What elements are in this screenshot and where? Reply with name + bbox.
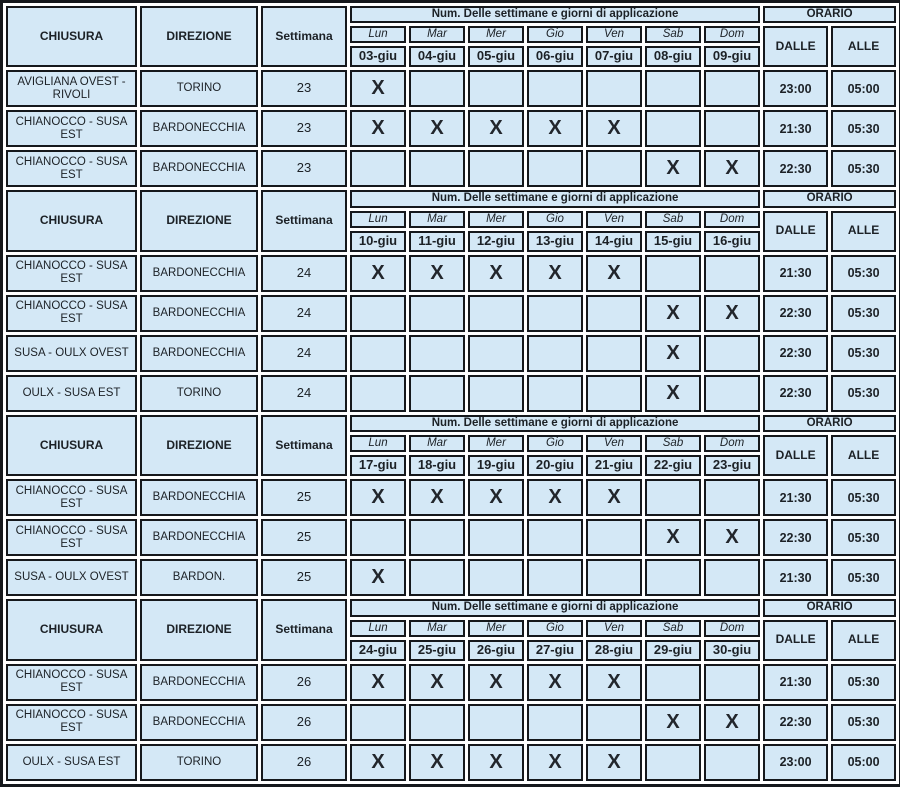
day-empty-cell [704,375,760,412]
chiusura-cell: SUSA - OULX OVEST [6,559,137,596]
date-header: 18-giu [409,455,465,476]
direzione-header: DIREZIONE [140,190,258,251]
day-mark-cell: X [468,479,524,516]
day-mark-cell: X [468,255,524,292]
direzione-cell: BARDONECCHIA [140,295,258,332]
day-name-header: Mar [409,211,465,228]
day-name-header: Dom [704,435,760,452]
dalle-cell: 21:30 [763,479,828,516]
day-name-header: Lun [350,211,406,228]
day-empty-cell [704,479,760,516]
date-header: 04-giu [409,46,465,67]
day-empty-cell [409,704,465,741]
settimana-cell: 25 [261,559,347,596]
day-empty-cell [645,70,701,107]
day-mark-cell: X [586,744,642,781]
date-header: 21-giu [586,455,642,476]
date-header: 15-giu [645,231,701,252]
day-mark-cell: X [704,295,760,332]
chiusura-header: CHIUSURA [6,415,137,476]
day-mark-cell: X [645,704,701,741]
day-empty-cell [586,335,642,372]
date-header: 08-giu [645,46,701,67]
date-header: 26-giu [468,640,524,661]
chiusura-cell: SUSA - OULX OVEST [6,335,137,372]
day-name-header: Gio [527,211,583,228]
day-empty-cell [704,744,760,781]
day-empty-cell [350,150,406,187]
settimana-header: Settimana [261,415,347,476]
day-empty-cell [645,744,701,781]
alle-cell: 05:30 [831,704,896,741]
direzione-cell: BARDONECCHIA [140,519,258,556]
table-row [6,255,896,292]
table-row [6,519,896,556]
day-name-header: Mar [409,620,465,637]
day-empty-cell [409,375,465,412]
date-header: 24-giu [350,640,406,661]
day-empty-cell [645,664,701,701]
direzione-cell: TORINO [140,375,258,412]
direzione-cell: BARDONECCHIA [140,664,258,701]
direzione-cell: BARDONECCHIA [140,479,258,516]
day-empty-cell [645,110,701,147]
day-empty-cell [527,295,583,332]
day-empty-cell [586,559,642,596]
settimana-header: Settimana [261,6,347,67]
day-mark-cell: X [586,664,642,701]
day-mark-cell: X [645,295,701,332]
direzione-header: DIREZIONE [140,6,258,67]
alle-cell: 05:30 [831,479,896,516]
table-row [6,110,896,147]
day-name-header: Mer [468,211,524,228]
day-name-header: Dom [704,620,760,637]
day-empty-cell [586,519,642,556]
dalle-header: DALLE [763,211,828,252]
dalle-header: DALLE [763,620,828,661]
table-row [6,479,896,516]
alle-cell: 05:30 [831,295,896,332]
date-header: 05-giu [468,46,524,67]
dalle-cell: 22:30 [763,335,828,372]
day-name-header: Sab [645,620,701,637]
day-mark-cell: X [527,479,583,516]
settimana-cell: 23 [261,110,347,147]
date-header: 30-giu [704,640,760,661]
day-empty-cell [586,70,642,107]
day-name-header: Mer [468,26,524,43]
alle-cell: 05:30 [831,335,896,372]
settimana-cell: 24 [261,335,347,372]
date-header: 07-giu [586,46,642,67]
alle-header: ALLE [831,620,896,661]
day-empty-cell [468,704,524,741]
day-empty-cell [704,110,760,147]
day-empty-cell [409,150,465,187]
date-header: 25-giu [409,640,465,661]
header-row [6,599,896,616]
dalle-cell: 23:00 [763,744,828,781]
dalle-cell: 21:30 [763,255,828,292]
settimana-cell: 24 [261,375,347,412]
date-header: 29-giu [645,640,701,661]
day-mark-cell: X [527,744,583,781]
day-mark-cell: X [586,255,642,292]
chiusura-cell: CHIANOCCO - SUSA EST [6,519,137,556]
day-empty-cell [527,150,583,187]
orario-header: ORARIO [763,415,896,432]
alle-cell: 05:00 [831,70,896,107]
day-name-header: Ven [586,26,642,43]
header-row [6,190,896,207]
day-mark-cell: X [645,335,701,372]
date-header: 17-giu [350,455,406,476]
settimana-header: Settimana [261,190,347,251]
direzione-cell: BARDON. [140,559,258,596]
dalle-header: DALLE [763,26,828,67]
days-group-header: Num. Delle settimane e giorni di applicazione [350,190,760,207]
day-empty-cell [468,559,524,596]
day-mark-cell: X [350,664,406,701]
chiusura-cell: CHIANOCCO - SUSA EST [6,664,137,701]
day-empty-cell [704,255,760,292]
date-header: 16-giu [704,231,760,252]
day-mark-cell: X [350,479,406,516]
settimana-cell: 26 [261,744,347,781]
alle-cell: 05:30 [831,559,896,596]
day-name-header: Mer [468,620,524,637]
date-header: 09-giu [704,46,760,67]
day-mark-cell: X [527,664,583,701]
dalle-cell: 21:30 [763,559,828,596]
day-empty-cell [468,335,524,372]
table-row [6,70,896,107]
day-name-header: Dom [704,26,760,43]
orario-header: ORARIO [763,6,896,23]
settimana-cell: 23 [261,150,347,187]
direzione-cell: BARDONECCHIA [140,255,258,292]
day-mark-cell: X [409,664,465,701]
day-empty-cell [527,375,583,412]
day-empty-cell [527,519,583,556]
day-empty-cell [350,704,406,741]
date-header: 10-giu [350,231,406,252]
alle-cell: 05:00 [831,744,896,781]
chiusura-cell: OULX - SUSA EST [6,375,137,412]
date-header: 23-giu [704,455,760,476]
days-group-header: Num. Delle settimane e giorni di applicazione [350,599,760,616]
day-empty-cell [409,335,465,372]
day-empty-cell [468,150,524,187]
settimana-header: Settimana [261,599,347,660]
day-empty-cell [350,335,406,372]
day-name-header: Lun [350,26,406,43]
day-mark-cell: X [704,704,760,741]
chiusura-cell: CHIANOCCO - SUSA EST [6,295,137,332]
chiusura-cell: AVIGLIANA OVEST - RIVOLI [6,70,137,107]
day-empty-cell [527,559,583,596]
days-group-header: Num. Delle settimane e giorni di applicazione [350,415,760,432]
alle-cell: 05:30 [831,375,896,412]
day-mark-cell: X [409,255,465,292]
table-row [6,375,896,412]
table-row [6,664,896,701]
alle-cell: 05:30 [831,255,896,292]
alle-cell: 05:30 [831,110,896,147]
day-name-header: Gio [527,620,583,637]
date-header: 20-giu [527,455,583,476]
days-group-header: Num. Delle settimane e giorni di applicazione [350,6,760,23]
direzione-cell: BARDONECCHIA [140,150,258,187]
settimana-cell: 25 [261,479,347,516]
day-mark-cell: X [704,519,760,556]
day-empty-cell [586,295,642,332]
day-mark-cell: X [409,744,465,781]
chiusura-header: CHIUSURA [6,599,137,660]
day-name-header: Ven [586,435,642,452]
table-row [6,559,896,596]
table-row [6,150,896,187]
dalle-cell: 22:30 [763,150,828,187]
alle-cell: 05:30 [831,664,896,701]
date-header: 06-giu [527,46,583,67]
direzione-cell: BARDONECCHIA [140,110,258,147]
settimana-cell: 23 [261,70,347,107]
table-row [6,704,896,741]
day-empty-cell [409,519,465,556]
day-empty-cell [704,664,760,701]
day-empty-cell [527,704,583,741]
chiusura-cell: OULX - SUSA EST [6,744,137,781]
header-row [6,6,896,23]
day-name-header: Sab [645,435,701,452]
day-empty-cell [527,70,583,107]
day-mark-cell: X [409,110,465,147]
settimana-cell: 24 [261,295,347,332]
day-empty-cell [645,559,701,596]
direzione-cell: TORINO [140,70,258,107]
day-name-header: Dom [704,211,760,228]
direzione-header: DIREZIONE [140,415,258,476]
dalle-cell: 22:30 [763,519,828,556]
day-name-header: Ven [586,211,642,228]
day-mark-cell: X [527,110,583,147]
chiusura-cell: CHIANOCCO - SUSA EST [6,479,137,516]
date-header: 28-giu [586,640,642,661]
settimana-cell: 25 [261,519,347,556]
day-empty-cell [468,295,524,332]
chiusura-header: CHIUSURA [6,6,137,67]
day-empty-cell [645,255,701,292]
day-empty-cell [586,150,642,187]
day-empty-cell [350,375,406,412]
day-mark-cell: X [645,150,701,187]
day-empty-cell [527,335,583,372]
date-header: 03-giu [350,46,406,67]
day-name-header: Ven [586,620,642,637]
day-empty-cell [468,375,524,412]
day-mark-cell: X [645,519,701,556]
dalle-cell: 23:00 [763,70,828,107]
closure-table-body [6,6,896,781]
day-empty-cell [468,70,524,107]
alle-header: ALLE [831,26,896,67]
direzione-cell: BARDONECCHIA [140,335,258,372]
dalle-header: DALLE [763,435,828,476]
dalle-cell: 22:30 [763,375,828,412]
day-name-header: Sab [645,26,701,43]
header-row [6,415,896,432]
day-mark-cell: X [350,559,406,596]
chiusura-cell: CHIANOCCO - SUSA EST [6,150,137,187]
day-mark-cell: X [527,255,583,292]
date-header: 22-giu [645,455,701,476]
day-name-header: Gio [527,26,583,43]
day-mark-cell: X [350,110,406,147]
table-row [6,335,896,372]
day-name-header: Mar [409,26,465,43]
alle-cell: 05:30 [831,150,896,187]
day-empty-cell [468,519,524,556]
date-header: 19-giu [468,455,524,476]
alle-cell: 05:30 [831,519,896,556]
dalle-cell: 21:30 [763,664,828,701]
day-empty-cell [704,559,760,596]
day-mark-cell: X [468,744,524,781]
day-mark-cell: X [350,255,406,292]
alle-header: ALLE [831,211,896,252]
day-name-header: Mer [468,435,524,452]
day-mark-cell: X [468,664,524,701]
orario-header: ORARIO [763,599,896,616]
day-mark-cell: X [350,70,406,107]
day-mark-cell: X [586,110,642,147]
table-row [6,295,896,332]
dalle-cell: 22:30 [763,704,828,741]
date-header: 14-giu [586,231,642,252]
date-header: 27-giu [527,640,583,661]
day-mark-cell: X [468,110,524,147]
date-header: 13-giu [527,231,583,252]
orario-header: ORARIO [763,190,896,207]
day-mark-cell: X [350,744,406,781]
direzione-cell: TORINO [140,744,258,781]
day-empty-cell [409,70,465,107]
day-name-header: Mar [409,435,465,452]
direzione-cell: BARDONECCHIA [140,704,258,741]
day-mark-cell: X [586,479,642,516]
day-empty-cell [704,335,760,372]
day-empty-cell [586,704,642,741]
day-name-header: Sab [645,211,701,228]
day-empty-cell [350,295,406,332]
day-name-header: Lun [350,435,406,452]
day-mark-cell: X [409,479,465,516]
chiusura-cell: CHIANOCCO - SUSA EST [6,704,137,741]
day-name-header: Lun [350,620,406,637]
day-empty-cell [409,559,465,596]
dalle-cell: 21:30 [763,110,828,147]
settimana-cell: 26 [261,664,347,701]
settimana-cell: 24 [261,255,347,292]
day-empty-cell [645,479,701,516]
day-empty-cell [409,295,465,332]
dalle-cell: 22:30 [763,295,828,332]
chiusura-cell: CHIANOCCO - SUSA EST [6,110,137,147]
day-empty-cell [704,70,760,107]
day-mark-cell: X [645,375,701,412]
day-name-header: Gio [527,435,583,452]
date-header: 11-giu [409,231,465,252]
table-row [6,744,896,781]
alle-header: ALLE [831,435,896,476]
date-header: 12-giu [468,231,524,252]
chiusura-cell: CHIANOCCO - SUSA EST [6,255,137,292]
day-empty-cell [350,519,406,556]
day-mark-cell: X [704,150,760,187]
day-empty-cell [586,375,642,412]
direzione-header: DIREZIONE [140,599,258,660]
settimana-cell: 26 [261,704,347,741]
chiusura-header: CHIUSURA [6,190,137,251]
